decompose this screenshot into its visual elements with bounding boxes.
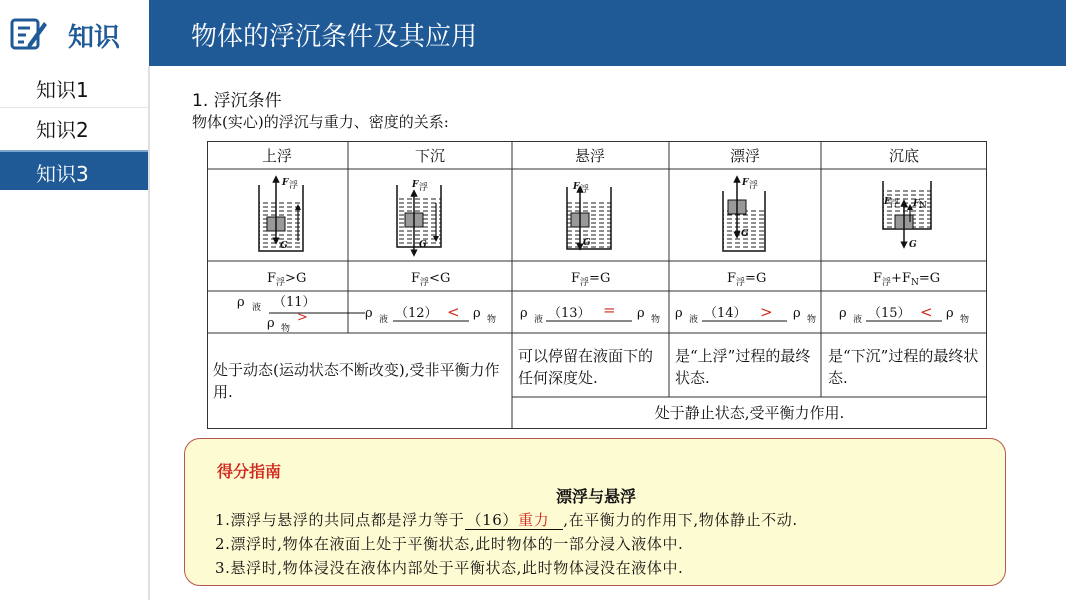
- diagram-suspending: [567, 182, 611, 249]
- header-rising: 上浮: [261, 147, 293, 165]
- svg-text:浮: 浮: [580, 185, 590, 195]
- diagram-bottom: [883, 181, 931, 250]
- svg-text:液: 液: [379, 315, 389, 325]
- svg-text:F: F: [282, 178, 289, 188]
- svg-text:<: <: [920, 303, 933, 321]
- svg-text:F: F: [573, 182, 580, 192]
- force-bottom: [873, 271, 940, 288]
- header-suspending: 悬浮: [574, 147, 606, 165]
- density-floating: [675, 303, 816, 325]
- svg-text:物: 物: [960, 315, 970, 325]
- svg-text:ρ: ρ: [365, 306, 373, 321]
- edit-note-icon: [10, 14, 48, 52]
- scoring-guide-box: [184, 438, 1006, 586]
- density-bottom: [839, 303, 969, 325]
- svg-text:=: =: [603, 301, 616, 319]
- svg-text:（12）: （12）: [395, 306, 438, 321]
- sidebar: [0, 66, 150, 600]
- sidebar-item-knowledge-1[interactable]: [0, 68, 148, 106]
- brand-area: [0, 0, 148, 68]
- density-sinking: [365, 303, 496, 325]
- svg-text:F浮+FN=G: $F_浮+F_N=G$: [873, 271, 941, 288]
- svg-text:F: F: [742, 178, 749, 188]
- svg-text:浮: 浮: [749, 181, 759, 191]
- svg-text:ρ: ρ: [267, 316, 275, 331]
- svg-text:（15）: （15）: [868, 306, 911, 321]
- svg-text:ρ: ρ: [237, 295, 245, 310]
- svg-text:浮: 浮: [419, 183, 429, 193]
- sidebar-item-knowledge-3[interactable]: [0, 150, 148, 190]
- svg-text:液: 液: [853, 315, 863, 325]
- page-title: 物体的浮沉条件及其应用: [191, 22, 478, 52]
- diagram-floating: [723, 178, 765, 251]
- svg-text:ρ: ρ: [473, 306, 481, 321]
- svg-text:F: F: [412, 180, 419, 190]
- svg-text:ρ: ρ: [946, 306, 954, 321]
- svg-text:G: G: [583, 238, 591, 248]
- svg-text:ρ: ρ: [839, 306, 847, 321]
- svg-text:>: >: [297, 310, 308, 325]
- svg-text:（13）: （13）: [548, 306, 591, 321]
- svg-text:F浮=G: $F_浮=G$: [727, 271, 767, 288]
- desc-static: 处于静止状态,受平衡力作用.: [654, 404, 845, 422]
- svg-text:ρ: ρ: [637, 306, 645, 321]
- svg-text:（14）: （14）: [704, 306, 747, 321]
- sidebar-item-label: 知识3: [36, 162, 89, 186]
- density-rising: [237, 295, 365, 334]
- diagram-sinking: [397, 180, 441, 253]
- svg-text:G: G: [419, 240, 427, 250]
- diagram-rising: [259, 178, 303, 251]
- title-bar: [149, 0, 1066, 66]
- guide-line-2: 2.漂浮时,物体在液面上处于平衡状态,此时物体的一部分浸入液体中.: [215, 535, 684, 553]
- svg-text:物: 物: [807, 315, 817, 325]
- desc-floating: 是“上浮”过程的最终状态.: [675, 347, 811, 387]
- header-floating: 漂浮: [729, 147, 761, 165]
- force-suspending: [571, 271, 610, 288]
- desc-bottom: 是“下沉”过程的最终状态.: [828, 347, 979, 387]
- density-suspending: [520, 301, 660, 325]
- header-sinking: 下沉: [414, 147, 446, 165]
- desc-suspending: 可以停留在液面下的任何深度处.: [518, 347, 654, 387]
- force-sinking: [411, 271, 450, 288]
- answer-blank-16: （16）重力: [465, 512, 564, 530]
- svg-text:液: 液: [252, 303, 262, 313]
- brand-label: 知识: [68, 23, 121, 53]
- guide-subtitle: 漂浮与悬浮: [555, 487, 636, 506]
- svg-text:物: 物: [651, 315, 661, 325]
- guide-line-3: 3.悬浮时,物体浸没在液体内部处于平衡状态,此时物体浸没在液体中.: [215, 559, 684, 577]
- svg-text:G: G: [741, 229, 749, 239]
- svg-text:F: F: [884, 197, 891, 207]
- intro-text: 物体(实心)的浮沉与重力、密度的关系:: [192, 113, 449, 131]
- svg-text:（11）: （11）: [273, 295, 316, 310]
- svg-text:液: 液: [689, 315, 699, 325]
- svg-text:浮: 浮: [890, 199, 900, 209]
- svg-text:浮: 浮: [289, 181, 299, 191]
- svg-text:液: 液: [534, 315, 544, 325]
- svg-text:ρ: ρ: [793, 306, 801, 321]
- sidebar-item-knowledge-2[interactable]: [0, 108, 148, 146]
- svg-text:N: N: [919, 201, 927, 211]
- sidebar-item-label: 知识1: [36, 78, 89, 102]
- svg-text:>: >: [760, 303, 773, 321]
- svg-text:F浮>G: $F_浮>G$: [267, 271, 307, 288]
- sidebar-item-label: 知识2: [36, 118, 89, 142]
- svg-text:F浮=G: $F_浮=G$: [571, 271, 611, 288]
- force-rising: [267, 271, 306, 288]
- svg-text:G: G: [909, 240, 917, 250]
- svg-text:G: G: [280, 241, 288, 251]
- guide-title: 得分指南: [217, 462, 282, 481]
- desc-moving: 处于动态(运动状态不断改变),受非平衡力作用.: [213, 361, 500, 401]
- guide-line-1: 1.漂浮与悬浮的共同点都是浮力等于 （16）重力 ,在平衡力的作用下,物体静止不动.: [215, 511, 798, 529]
- svg-text:ρ: ρ: [520, 306, 528, 321]
- svg-text:物: 物: [487, 315, 497, 325]
- svg-text:<: <: [447, 303, 460, 321]
- svg-text:ρ: ρ: [675, 306, 683, 321]
- force-floating: [727, 271, 766, 288]
- section-heading: 1. 浮沉条件: [192, 91, 282, 111]
- svg-text:F: F: [913, 199, 920, 209]
- header-bottom: 沉底: [888, 147, 920, 165]
- svg-text:物: 物: [281, 324, 291, 334]
- svg-text:F浮<G: $F_浮<G$: [411, 271, 451, 288]
